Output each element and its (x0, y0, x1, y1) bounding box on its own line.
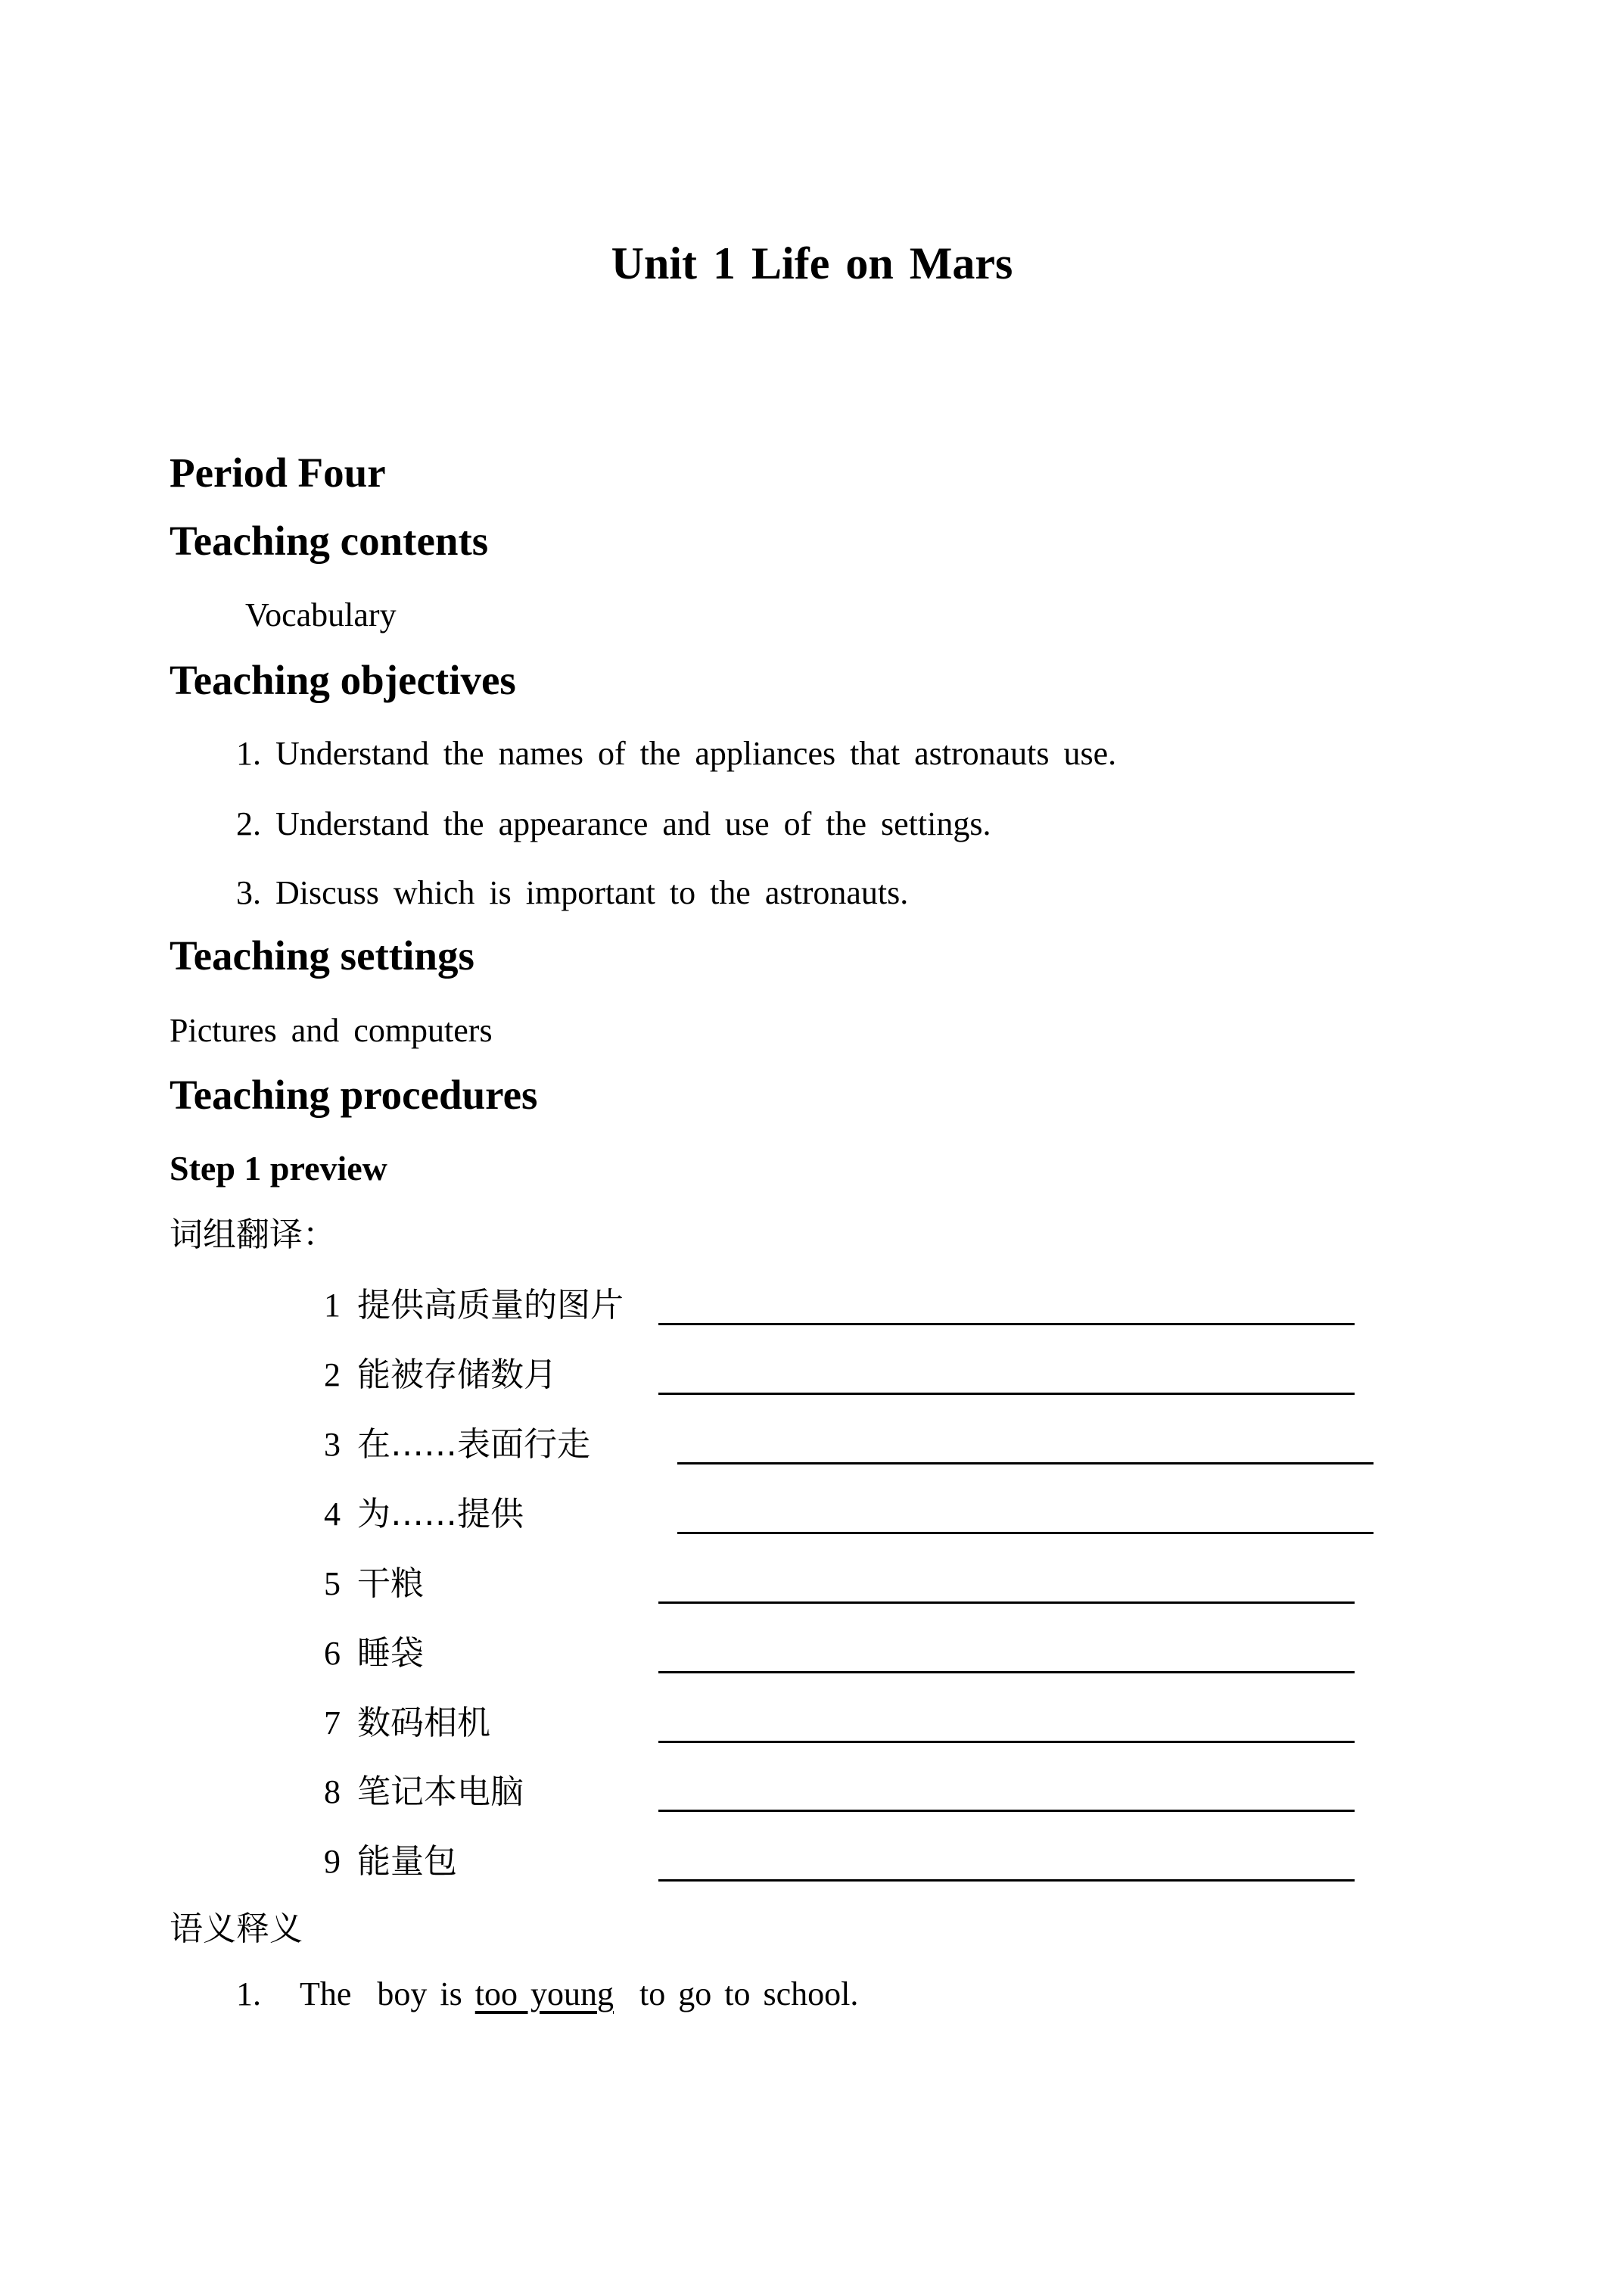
semantic-meaning-label: 语义释义 (170, 1910, 303, 1948)
answer-blank[interactable] (658, 1323, 1355, 1325)
phrase-text: 为……提供 (357, 1495, 524, 1533)
phrase-number: 5 (324, 1565, 341, 1602)
sentence-underlined-phrase: too young (474, 1975, 614, 2012)
phrase-number: 2 (324, 1356, 341, 1393)
answer-blank[interactable] (658, 1741, 1355, 1743)
sentence-after: to go to school. (614, 1975, 859, 2012)
sentence-item (236, 1974, 858, 2015)
phrase-text: 能量包 (357, 1842, 457, 1881)
phrase-number: 8 (324, 1773, 341, 1810)
phrase-number: 1 (324, 1287, 341, 1324)
teaching-settings-text: Pictures and computers (170, 1012, 493, 1049)
phrase-text: 干粮 (357, 1564, 424, 1603)
teaching-objectives-heading: Teaching objectives (170, 657, 516, 703)
period-heading: Period Four (170, 450, 386, 496)
objective-item: 1. Understand the names of the appliances that astronauts use. (236, 735, 1117, 772)
phrase-text: 能被存储数月 (357, 1356, 557, 1394)
phrase-number: 4 (324, 1496, 341, 1533)
objective-item: 2. Understand the appearance and use of the settings. (236, 805, 991, 842)
teaching-contents-heading: Teaching contents (170, 518, 489, 564)
phrase-text: 笔记本电脑 (357, 1773, 524, 1811)
answer-blank[interactable] (658, 1601, 1355, 1604)
phrase-text: 提供高质量的图片 (357, 1286, 624, 1324)
answer-blank[interactable] (658, 1810, 1355, 1812)
phrase-text: 睡袋 (357, 1634, 424, 1673)
objective-item: 3. Discuss which is important to the astronauts. (236, 874, 909, 911)
phrase-number: 3 (324, 1426, 341, 1463)
answer-blank[interactable] (658, 1393, 1355, 1395)
step1-heading: Step 1 preview (170, 1149, 387, 1187)
phrase-translation-label: 词组翻译： (170, 1215, 336, 1254)
answer-blank[interactable] (677, 1462, 1374, 1464)
phrase-text: 数码相机 (357, 1704, 490, 1742)
answer-blank[interactable] (677, 1532, 1374, 1534)
teaching-contents-text: Vocabulary (245, 596, 397, 633)
phrase-text: 在……表面行走 (357, 1425, 590, 1464)
sentence-number: 1. (236, 1975, 261, 2012)
answer-blank[interactable] (658, 1671, 1355, 1673)
sentence-before: The boy is (300, 1975, 475, 2012)
phrase-number: 7 (324, 1704, 341, 1742)
document-title: Unit 1 Life on Mars (611, 238, 1013, 288)
answer-blank[interactable] (658, 1879, 1355, 1882)
phrase-number: 6 (324, 1635, 341, 1672)
phrase-number: 9 (324, 1843, 341, 1880)
teaching-procedures-heading: Teaching procedures (170, 1072, 538, 1118)
teaching-settings-heading: Teaching settings (170, 932, 474, 979)
